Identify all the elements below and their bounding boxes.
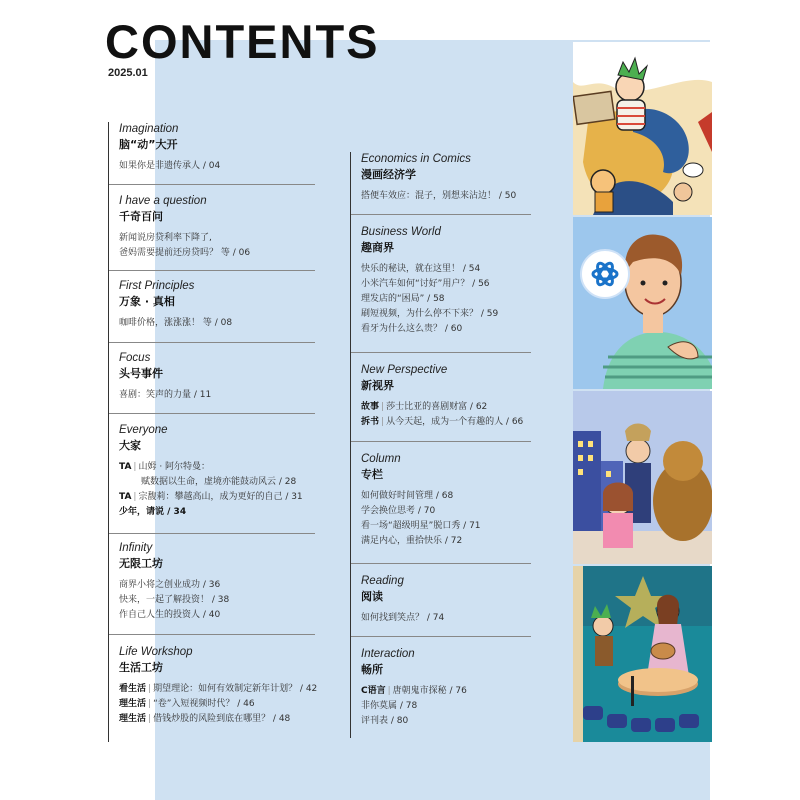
section-en-title: I have a question [119, 195, 207, 207]
section-en-title: Economics in Comics [361, 153, 471, 165]
section-en-title: Imagination [119, 123, 179, 135]
section-business-world [361, 225, 533, 337]
toc-entry[interactable]: 评刊表 / 80 [361, 716, 409, 726]
section-first-principles [119, 279, 315, 331]
section-cn-title: 生活工坊 [119, 661, 163, 674]
section-en-title: Reading [361, 575, 404, 587]
toc-entry[interactable]: 理生活 | 借钱炒股的风险到底在哪里？ / 48 [119, 714, 291, 724]
toc-entry[interactable]: 故事 | 莎士比亚的喜剧财富 / 62 [361, 402, 488, 412]
toc-entry[interactable]: 如何找到笑点？ / 74 [361, 613, 445, 623]
middle-contents-column [350, 152, 531, 738]
section-en-title: Column [361, 453, 401, 465]
toc-entry[interactable]: 快来，一起了解投资！ / 38 [119, 595, 230, 605]
toc-entry[interactable]: 看一场“超级明星”脱口秀 / 71 [361, 521, 481, 531]
comic-kid-map-illustration [573, 42, 712, 215]
section-divider [109, 342, 315, 343]
toc-entry[interactable]: 如果你是非遗传承人 / 04 [119, 161, 221, 171]
stage-performance-illustration [573, 566, 712, 742]
section-cn-title: 畅所 [361, 663, 383, 676]
toc-entry[interactable]: 小米汽车如何“讨好”用户？ / 56 [361, 279, 490, 289]
issue-date: 2025.01 [108, 67, 148, 79]
section-en-title: Interaction [361, 648, 415, 660]
toc-entry[interactable]: 快乐的秘诀，就在这里！ / 54 [361, 264, 481, 274]
toc-entry[interactable]: 刷短视频，为什么停不下来？ / 59 [361, 309, 499, 319]
section-infinity [119, 541, 315, 623]
section-divider [351, 352, 531, 353]
toc-entry[interactable]: 满足内心，重拾快乐 / 72 [361, 536, 463, 546]
section-en-title: Infinity [119, 542, 153, 554]
section-life-workshop [119, 645, 318, 727]
toc-entry[interactable]: TA | 山姆 · 阿尔特曼： [119, 462, 211, 472]
section-cn-title: 新视界 [361, 379, 394, 392]
toc-entry[interactable]: 学会换位思考 / 70 [361, 506, 436, 516]
section-en-title: New Perspective [361, 364, 448, 376]
toc-entry[interactable]: TA | 宗馥莉：攀越高山，成为更好的自己 / 31 [119, 492, 303, 502]
toc-entry[interactable]: 搭便车效应：混子，别想来沾边！ / 50 [361, 191, 517, 201]
section-everyone [119, 423, 315, 520]
section-divider [109, 184, 315, 185]
toc-entry[interactable]: 看生活 | 期望理论：如何有效制定新年计划？ / 42 [119, 684, 318, 694]
toc-entry[interactable]: 非你莫属 / 78 [361, 701, 418, 711]
section-interaction [361, 647, 533, 729]
section-cn-title: 大家 [119, 439, 141, 452]
toc-entry[interactable]: 商界小将之创业成功 / 36 [119, 580, 221, 590]
section-economics-in-comics [361, 152, 533, 204]
section-divider [109, 413, 315, 414]
left-contents-column [108, 122, 318, 742]
toc-entry[interactable]: 少年，请说 / 34 [119, 507, 187, 517]
toc-entry[interactable]: 爸妈需要提前还房贷吗？ 等 / 06 [119, 248, 251, 258]
toc-entry[interactable]: 赋数据以生命，虚境亦能鼓动风云 / 28 [141, 477, 297, 487]
section-divider [109, 634, 315, 635]
section-cn-title: 头号事件 [119, 367, 163, 380]
section-imagination [119, 122, 315, 174]
section-divider [351, 214, 531, 215]
section-cn-title: 脑“动”大开 [119, 138, 178, 151]
toc-entry[interactable]: C语言 | 唐朝鬼市探秘 / 76 [361, 686, 467, 696]
section-divider [351, 441, 531, 442]
section-en-title: Focus [119, 352, 151, 364]
section-reading [361, 574, 533, 626]
toc-entry[interactable]: 咖啡价格，涨涨涨！ 等 / 08 [119, 318, 233, 328]
toc-entry[interactable]: 理发店的“困局” / 58 [361, 294, 445, 304]
section-i-have-a-question [119, 194, 315, 261]
section-focus [119, 351, 315, 403]
toc-entry[interactable]: 作自己人生的投资人 / 40 [119, 610, 221, 620]
page-title: CONTENTS [105, 15, 380, 68]
section-new-perspective [361, 363, 533, 430]
toc-entry[interactable]: 理生活 | “卷”入短视频时代？ / 46 [119, 699, 255, 709]
toc-entry[interactable]: 新闻说房贷利率下降了, [119, 233, 212, 243]
section-divider [109, 533, 315, 534]
section-en-title: Everyone [119, 424, 168, 436]
section-cn-title: 漫画经济学 [361, 168, 416, 181]
toc-entry[interactable]: 如何做好时间管理 / 68 [361, 491, 454, 501]
section-cn-title: 万象 · 真相 [119, 295, 175, 308]
section-cn-title: 趣商界 [361, 241, 394, 254]
toc-entry[interactable]: 拆书 | 从今天起，成为一个有趣的人 / 66 [361, 417, 524, 427]
section-divider [351, 636, 531, 637]
section-cn-title: 阅读 [361, 590, 383, 603]
section-en-title: First Principles [119, 280, 195, 292]
comedy-theater-illustration [573, 391, 712, 564]
section-column [361, 452, 533, 549]
section-en-title: Business World [361, 226, 441, 238]
section-en-title: Life Workshop [119, 646, 193, 658]
section-divider [109, 270, 315, 271]
openai-founder-portrait-illustration [573, 217, 712, 389]
toc-entry[interactable]: 喜剧：笑声的力量 / 11 [119, 390, 212, 400]
section-cn-title: 专栏 [361, 468, 383, 481]
toc-entry[interactable]: 看牙为什么这么贵？ / 60 [361, 324, 463, 334]
section-divider [351, 563, 531, 564]
section-cn-title: 无限工坊 [119, 557, 163, 570]
section-cn-title: 千奇百问 [119, 210, 163, 223]
